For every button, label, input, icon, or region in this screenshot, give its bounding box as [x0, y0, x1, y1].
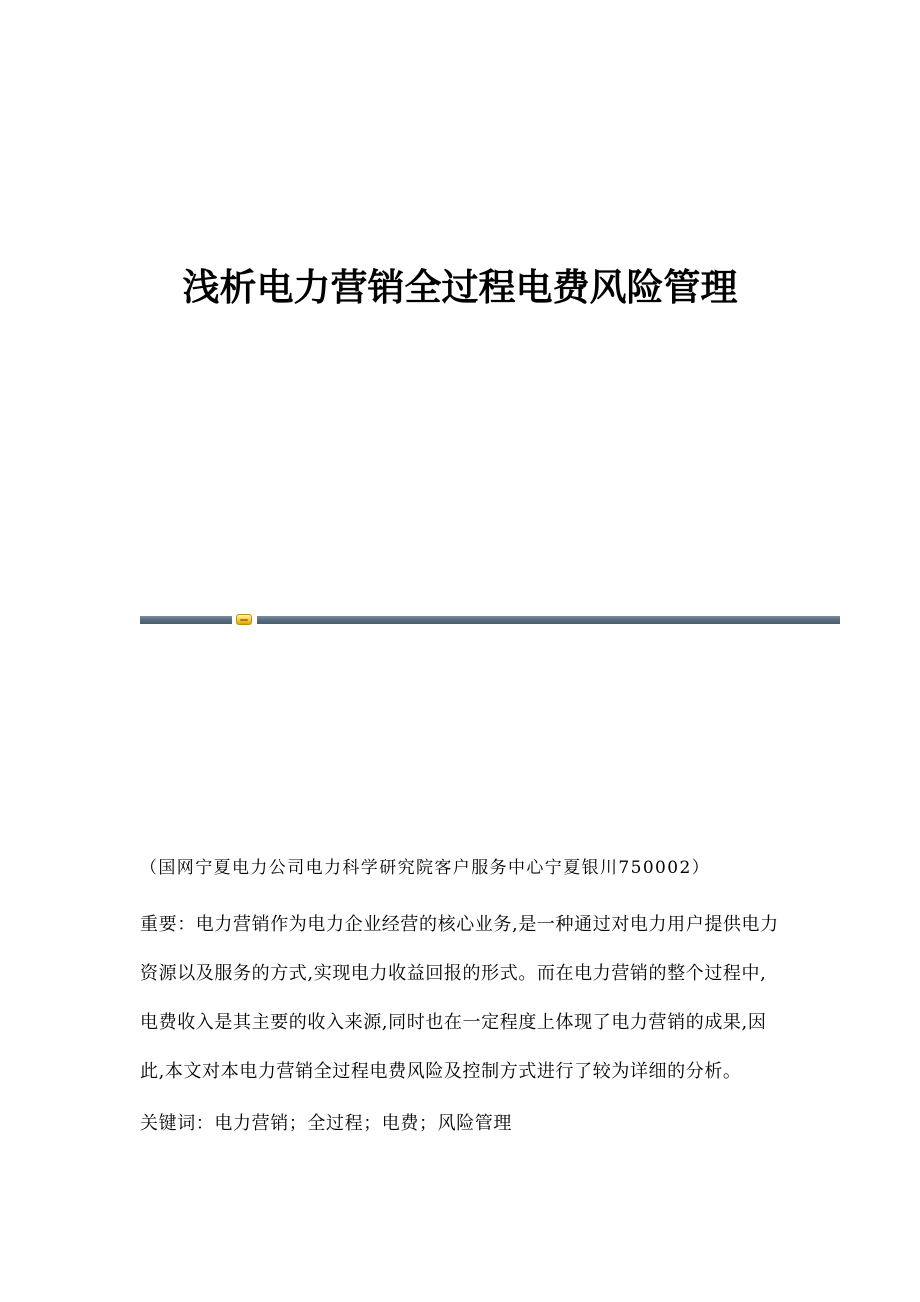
abstract-line: 资源以及服务的方式,实现电力收益回报的形式。而在电力营销的整个过程中, — [140, 963, 767, 984]
abstract-line: 电费收入是其主要的收入来源,同时也在一定程度上体现了电力营销的成果,因 — [140, 1012, 767, 1033]
divider-ornament-icon — [236, 614, 252, 625]
divider-bar-right — [257, 616, 840, 624]
keywords-line: 关键词：电力营销；全过程；电费；风险管理 — [140, 1113, 512, 1134]
abstract-line: 此,本文对本电力营销全过程电费风险及控制方式进行了较为详细的分析。 — [140, 1061, 742, 1082]
divider-bar-left — [140, 616, 232, 624]
abstract-paragraph — [140, 900, 790, 1096]
author-affiliation: （国网宁夏电力公司电力科学研究院客户服务中心宁夏银川750002） — [140, 858, 711, 878]
title-divider — [140, 612, 840, 628]
document-title: 浅析电力营销全过程电费风险管理 — [182, 266, 738, 309]
abstract-line: 重要：电力营销作为电力企业经营的核心业务,是一种通过对电力用户提供电力 — [140, 914, 779, 935]
